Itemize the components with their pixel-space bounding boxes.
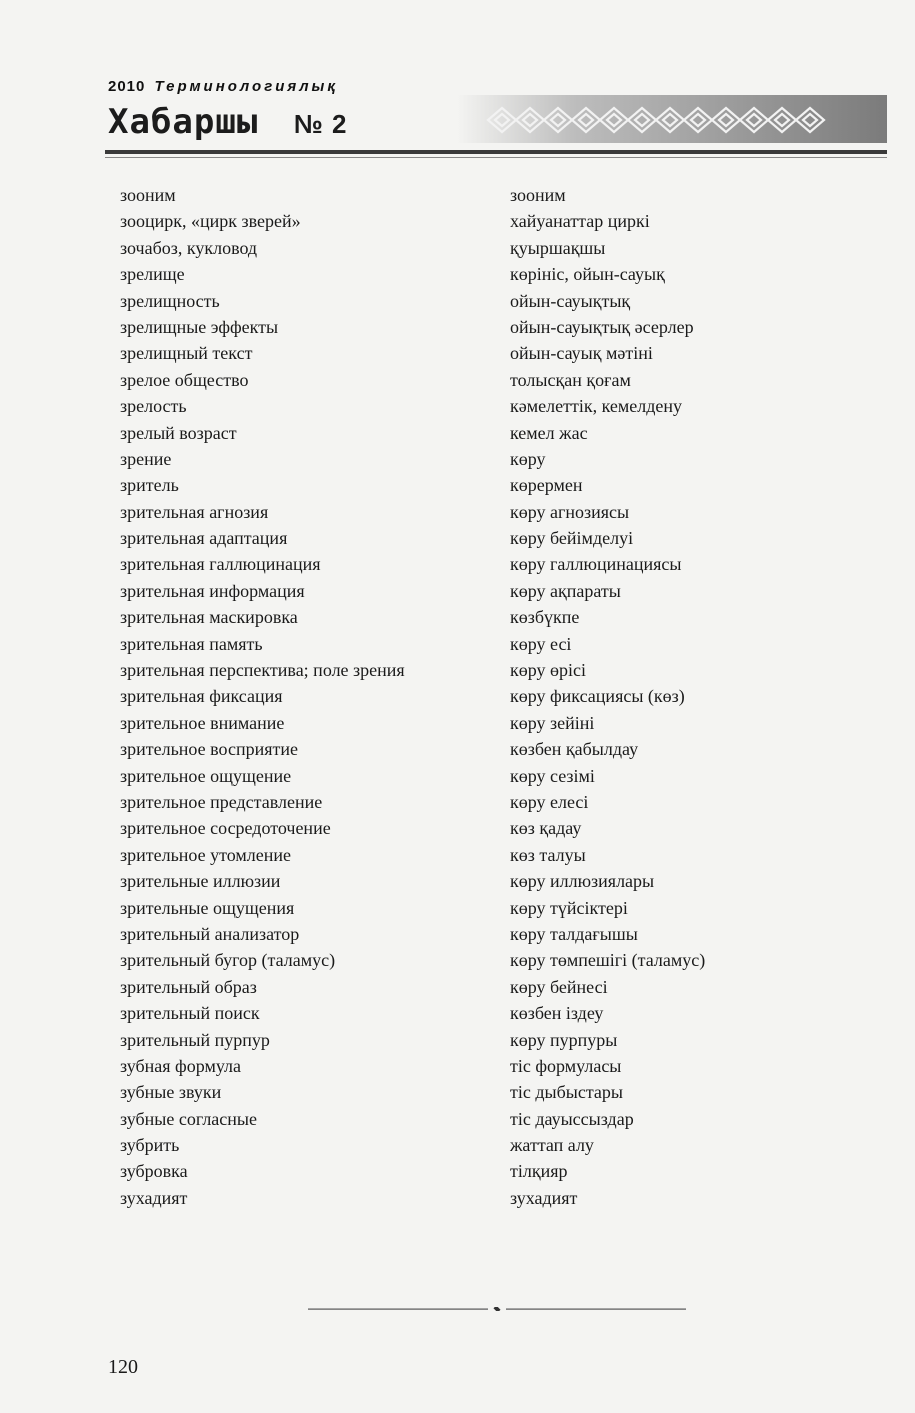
- left-term-row: зочабоз, кукловод: [120, 237, 258, 258]
- header-top-line: [108, 78, 338, 95]
- header-rule-thick: [105, 150, 887, 154]
- left-term-row: зооним: [120, 185, 176, 205]
- right-term-row: көзбүкпе: [510, 607, 580, 628]
- left-term-row: зрительное ощущение: [120, 765, 292, 786]
- right-term-row: зухадият: [510, 1187, 578, 1208]
- journal-title: Хабаршы: [108, 102, 259, 142]
- right-term-row: көру талдағышы: [510, 923, 638, 944]
- right-term-row: көру агнозиясы: [510, 501, 630, 522]
- right-term-row: көру пурпуры: [510, 1029, 618, 1050]
- left-term-row: зрительная перспектива; поле зрения: [120, 660, 405, 681]
- left-term-row: зрительный бугор (таламус): [120, 950, 336, 971]
- left-term-row: зрительный поиск: [120, 1003, 260, 1024]
- header-rule-thin: [105, 157, 887, 158]
- header-year: 2010: [108, 78, 146, 95]
- right-term-row: көрермен: [510, 475, 583, 496]
- left-term-row: зубная формула: [120, 1055, 242, 1076]
- right-term-row: көру есі: [510, 633, 572, 654]
- left-term-row: зрелость: [120, 396, 187, 417]
- right-term-row: ойын-сауық мәтіні: [510, 343, 653, 364]
- left-term-row: зрительная фиксация: [120, 686, 283, 707]
- right-term-row: ойын-сауықтық әсерлер: [510, 316, 694, 337]
- left-term-row: зрительное утомление: [120, 844, 292, 865]
- left-term-row: зрительное восприятие: [120, 739, 298, 760]
- right-term-row: көзбен қабылдау: [510, 739, 639, 760]
- right-term-row: кемел жас: [510, 422, 588, 443]
- left-term-row: зритель: [120, 475, 179, 496]
- right-term-row: көру иллюзиялары: [510, 871, 655, 892]
- left-term-row: зрелое общество: [120, 369, 249, 390]
- right-term-row: көру зейіні: [510, 712, 595, 733]
- right-term-row: көз қадау: [510, 818, 582, 839]
- right-term-row: көру өрісі: [510, 660, 586, 681]
- issue-number: № 2: [293, 109, 348, 139]
- right-term-row: тіс дауыссыздар: [510, 1108, 634, 1129]
- right-term-row: көру төмпешігі (таламус): [510, 950, 706, 971]
- right-term-row: көру: [510, 448, 546, 469]
- right-term-row: көрініс, ойын-сауық: [510, 264, 665, 285]
- right-term-row: көру елесі: [510, 791, 589, 812]
- left-term-row: зрительная галлюцинация: [120, 554, 321, 575]
- right-term-row: көру түйсіктері: [510, 897, 628, 918]
- left-term-row: зухадият: [120, 1187, 188, 1208]
- right-term-row: тіс формуласы: [510, 1055, 622, 1076]
- russian-terms-column: [120, 182, 500, 1211]
- left-term-row: зрительная память: [120, 633, 263, 654]
- left-term-row: зубные звуки: [120, 1082, 222, 1103]
- right-term-row: қуыршақшы: [510, 237, 606, 258]
- header-subtitle: Терминологиялық: [154, 78, 338, 95]
- left-term-row: зрительные ощущения: [120, 897, 295, 918]
- left-term-row: зрительная маскировка: [120, 607, 298, 628]
- left-term-row: зрелище: [120, 264, 185, 285]
- right-term-row: жаттап алу: [510, 1135, 594, 1156]
- right-term-row: көру фиксациясы (көз): [510, 686, 685, 707]
- right-term-row: зооним: [510, 185, 566, 205]
- left-term-row: зубровка: [120, 1161, 188, 1182]
- left-term-row: зрительная агнозия: [120, 501, 269, 522]
- ornament-pattern-icon: [478, 102, 838, 138]
- left-term-row: зрительная информация: [120, 580, 305, 601]
- left-term-row: зрительное сосредоточение: [120, 818, 331, 839]
- right-term-row: көзбен іздеу: [510, 1003, 604, 1024]
- left-term-row: зубрить: [120, 1135, 180, 1156]
- left-term-row: зрительное внимание: [120, 712, 285, 733]
- right-term-row: көру сезімі: [510, 765, 595, 786]
- right-term-row: тілқияр: [510, 1161, 568, 1182]
- right-term-row: тіс дыбыстары: [510, 1082, 624, 1103]
- left-term-row: зрелищные эффекты: [120, 316, 279, 337]
- left-term-row: зооцирк, «цирк зверей»: [120, 211, 301, 232]
- left-term-row: зрелищный текст: [120, 343, 253, 364]
- right-term-row: кәмелеттік, кемелдену: [510, 396, 682, 417]
- right-term-row: көру ақпараты: [510, 580, 621, 601]
- right-term-row: көру бейімделуі: [510, 528, 634, 549]
- left-term-row: зрительное представление: [120, 791, 323, 812]
- left-term-row: зубные согласные: [120, 1108, 258, 1129]
- bottom-rule: [308, 1307, 686, 1311]
- right-term-row: көру бейнесі: [510, 976, 608, 997]
- header-title-line: [108, 102, 347, 144]
- left-term-row: зрительный образ: [120, 976, 257, 997]
- left-term-row: зрительные иллюзии: [120, 871, 281, 892]
- left-term-row: зрительный анализатор: [120, 923, 300, 944]
- left-term-row: зрелый возраст: [120, 422, 237, 443]
- right-term-row: хайуанаттар циркі: [510, 211, 650, 232]
- right-term-row: ойын-сауықтық: [510, 290, 631, 311]
- kazakh-terms-column: [510, 182, 890, 1211]
- right-term-row: көру галлюцинациясы: [510, 554, 682, 575]
- left-term-row: зрительный пурпур: [120, 1029, 270, 1050]
- page-number: 120: [108, 1356, 138, 1378]
- left-term-row: зрение: [120, 448, 172, 469]
- left-term-row: зрелищность: [120, 290, 220, 311]
- left-term-row: зрительная адаптация: [120, 528, 288, 549]
- right-term-row: көз талуы: [510, 844, 586, 865]
- right-term-row: толысқан қоғам: [510, 369, 631, 390]
